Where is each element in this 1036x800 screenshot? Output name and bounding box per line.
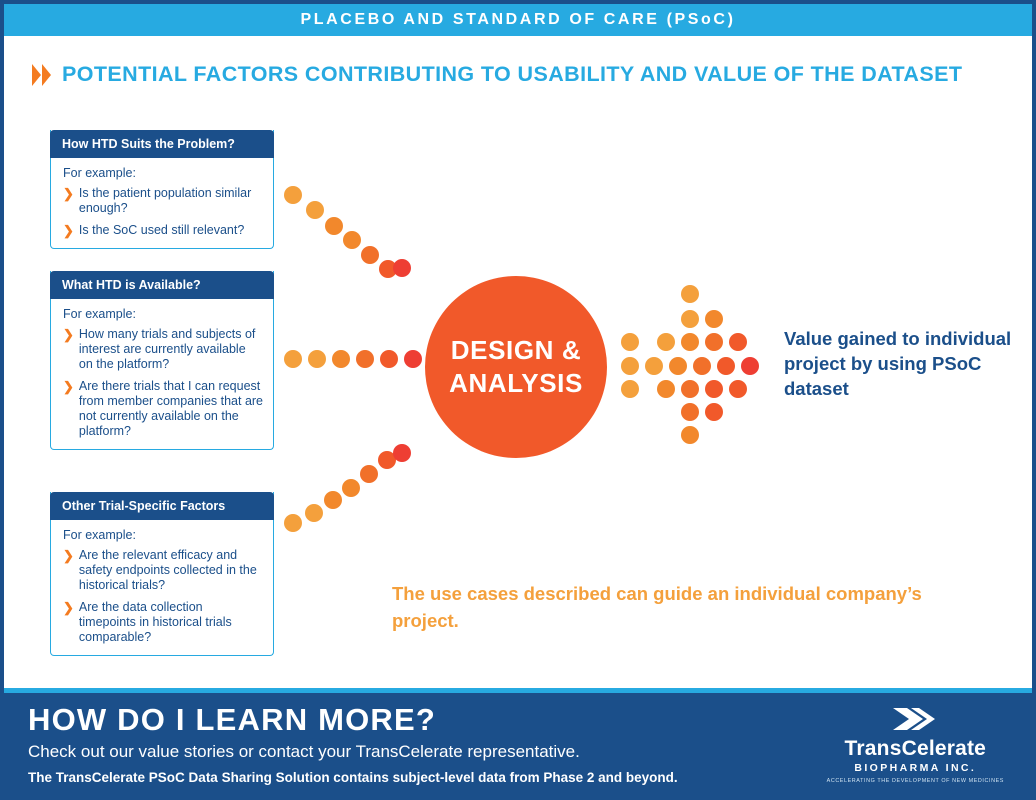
dot-left_top [284,186,302,204]
card-body [51,520,273,655]
card-bullet [63,548,263,593]
footer-note: The TransCelerate PSoC Data Sharing Solution contains subject-level data from Phase 2 and beyond. [28,770,678,785]
circle-line-2: ANALYSIS [449,368,583,398]
card-bullet-text: Is the patient population similar enough? [78,186,252,215]
card-bullet-text: Is the SoC used still relevant? [78,223,245,237]
card-bullet-text: How many trials and subjects of interest are currently available on the platform? [78,327,256,371]
dot-left_mid [308,350,326,368]
dot-left_bottom [324,491,342,509]
card-title: What HTD is Available? [50,271,274,299]
double-chevron-icon [32,64,52,86]
dot-right_arrow [693,357,711,375]
dot-left_bottom [342,479,360,497]
dot-left_top [361,246,379,264]
footer-banner [4,688,1032,796]
factor-card-how-htd-suits-the-problem [50,130,274,249]
card-bullet [63,186,263,216]
dot-right_arrow [729,380,747,398]
transcelerate-logo [827,708,1004,784]
dot-left_top [325,217,343,235]
footer-accent-bar [4,688,1032,693]
card-body [51,158,273,248]
dot-left_bottom [360,465,378,483]
dot-right_arrow [645,357,663,375]
value-gained-text: Value gained to individual project by using PSoC dataset [784,328,1012,399]
dot-right_arrow [621,357,639,375]
dot-left_mid [404,350,422,368]
top-banner [4,4,1032,36]
dot-right_arrow [681,285,699,303]
logo-chevrons-icon [885,708,945,730]
dot-right_arrow [681,310,699,328]
logo-name: TransCelerate [844,737,987,760]
factor-card-other-trial-specific-factors [50,492,274,656]
card-bullet-text: Are there trials that I can request from member companies that are not currently available on the platform? [78,379,264,438]
dot-left_bottom [284,514,302,532]
dot-right_arrow [729,333,747,351]
factor-card-what-htd-is-available [50,271,274,450]
dot-right_arrow [669,357,687,375]
use-cases-text: The use cases described can guide an individual company’s project. [392,583,922,631]
card-bullet [63,223,263,238]
chevron-right-icon: ❯ [63,223,74,238]
card-lead: For example: [63,528,136,542]
logo-tagline: ACCELERATING THE DEVELOPMENT OF NEW MEDICINES [826,778,1004,784]
dot-left_top [306,201,324,219]
card-lead: For example: [63,166,136,180]
logo-subtitle: BIOPHARMA INC. [854,762,977,774]
chevron-right-icon: ❯ [63,186,74,201]
dot-left_bottom [393,444,411,462]
card-bullet [63,600,263,645]
card-title: Other Trial-Specific Factors [50,492,274,520]
design-and-analysis-circle [425,276,607,458]
dot-right_arrow [657,333,675,351]
dot-right_arrow [681,426,699,444]
headline-row [32,62,962,87]
card-bullet-text: Are the data collection timepoints in historical trials comparable? [78,600,232,644]
dot-right_arrow [621,333,639,351]
dot-left_bottom [305,504,323,522]
dot-right_arrow [621,380,639,398]
dot-right_arrow [705,403,723,421]
dot-left_mid [332,350,350,368]
page-title: POTENTIAL FACTORS CONTRIBUTING TO USABILITY AND VALUE OF THE DATASET [62,62,963,86]
dot-right_arrow [741,357,759,375]
dot-left_top [393,259,411,277]
card-lead: For example: [63,307,136,321]
top-banner-title: PLACEBO AND STANDARD OF CARE (PSoC) [300,11,736,28]
dot-left_top [343,231,361,249]
circle-line-1: DESIGN & [450,335,582,365]
chevron-right-icon: ❯ [63,327,74,342]
dot-right_arrow [681,403,699,421]
footer-heading: HOW DO I LEARN MORE? [28,702,437,737]
chevron-right-icon: ❯ [63,600,74,615]
dot-right_arrow [705,333,723,351]
chevron-right-icon: ❯ [63,379,74,394]
card-bullet [63,379,263,439]
card-bullet-text: Are the relevant efficacy and safety endpoints collected in the historical trials? [78,548,257,592]
card-title: How HTD Suits the Problem? [50,130,274,158]
dot-right_arrow [705,310,723,328]
dot-right_arrow [657,380,675,398]
card-body [51,299,273,449]
dot-left_mid [284,350,302,368]
dot-right_arrow [705,380,723,398]
chevron-right-icon: ❯ [63,548,74,563]
dot-right_arrow [681,380,699,398]
dot-left_mid [380,350,398,368]
dot-right_arrow [717,357,735,375]
card-bullet [63,327,263,372]
footer-subheading: Check out our value stories or contact your TransCelerate representative. [28,742,580,761]
dot-right_arrow [681,333,699,351]
dot-left_mid [356,350,374,368]
